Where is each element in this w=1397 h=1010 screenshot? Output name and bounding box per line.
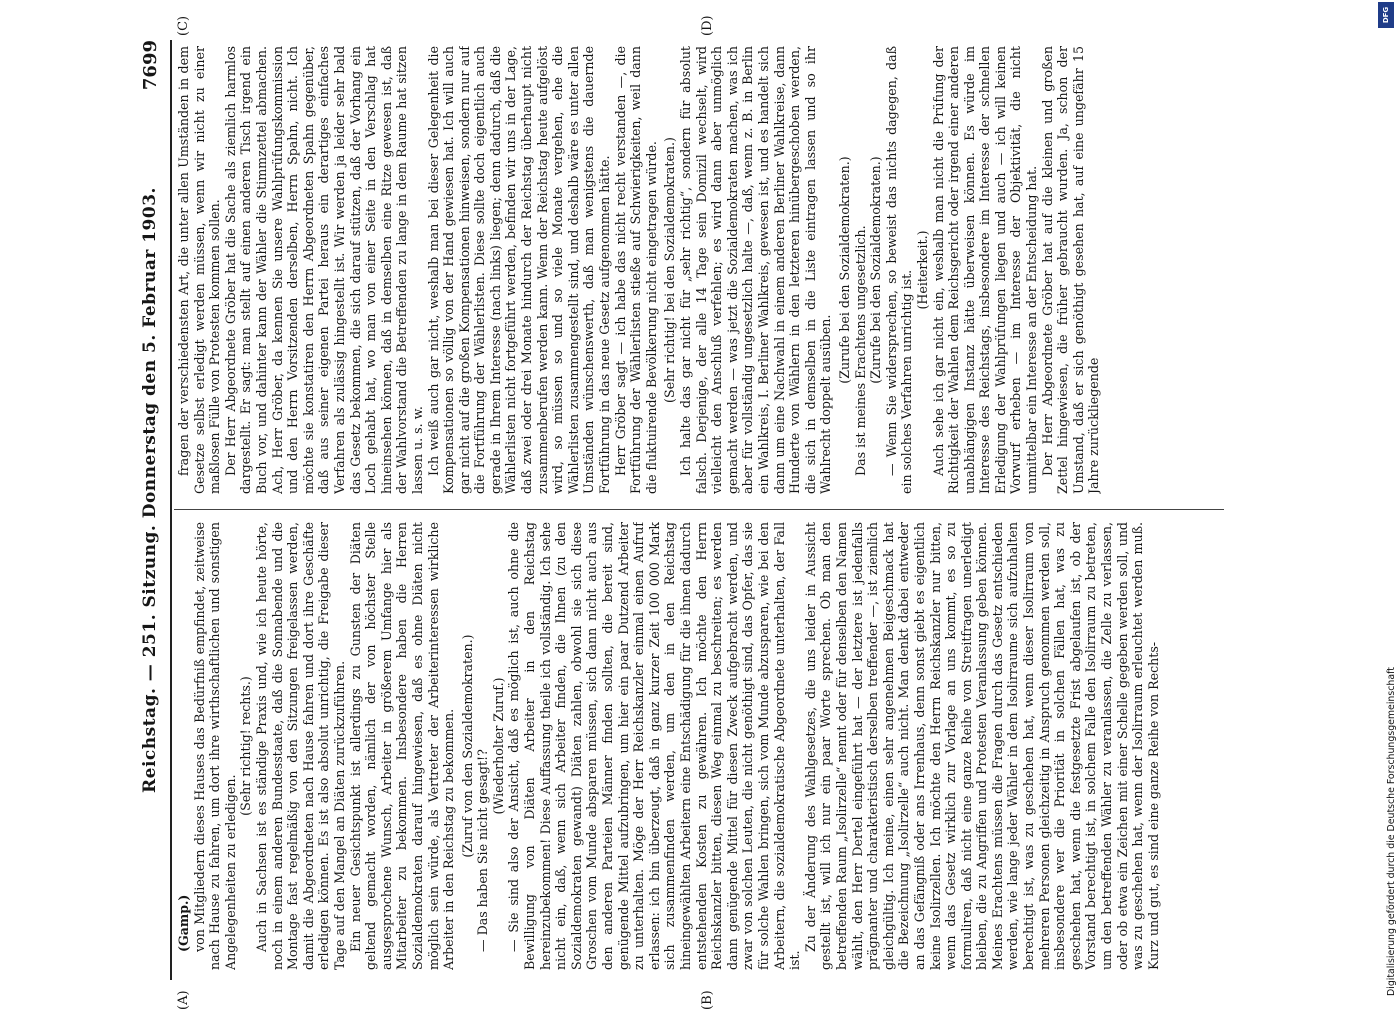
dfg-logo-icon: [1378, 2, 1394, 28]
dfg-logo-text: DFG: [1382, 6, 1390, 24]
paragraph: — Das haben Sie nicht gesagt!?: [475, 749, 491, 952]
paragraph: — Sie sind also der Ansicht, daß es möglich ist, auch ohne die Bewilligung von Diäten Arbeiter in den Reichstag hereinzubekommen! Diese Auffassung theile ich vollständig. Ich sehe nicht ein, daß, wenn sich Arbeiter finden, die Ihnen (zu den Sozialdemokraten gewandt) Diäten zahlen, obwohl sie sich diese Groschen vom Munde absparen müssen, sich dann nicht auch aus den anderen Parteien Männer finden sollten, die bereit sind, genügende Mittel aufzubringen, um hier ein paar Dutzend Arbeiter zu unterhalten. Möge der Herr Reichskanzler einmal einen Aufruf erlassen: ich bin überzeugt, daß in ganz kurzer Zeit 100 000 Mark sich zusammenfinden werden, um den in den Reichstag hineingewählten Arbeitern eine Entschädigung für die ihnen dadurch entstehenden Kosten zu gewähren. Ich möchte den Herrn Reichskanzler bitten, diesen Weg einmal zu beschreiten; es werden dann genügende Mittel für diesen Zweck aufgebracht werden, und zwar von solchen Leuten, die nicht genöthigt sind, das Opfer, das sie für solche Wahlen bringen, sich vom Munde abzusparen, wie bei den Arbeitern, die sozialdemokratische Abgeordnete unterhalten, der Fall ist.: [506, 522, 803, 970]
rotated-page: [140, 15, 1230, 1010]
margin-marker-a: (A): [176, 990, 191, 1010]
margin-marker-b: (B): [700, 990, 715, 1010]
paragraph: Zu der Änderung des Wahlgesetzes, die uns leider in Aussicht gestellt ist, will ich nur ein paar Worte sprechen. Ob man den betreffenden Raum „Isolirzelle“ nennt oder für denselben den Namen wählt, den Herr Dertel eingeführt hat — der letztere ist jedenfalls prägnanter und charakteristisch derselben treffender —, ist ziemlich gleichgültig. Ich meine, einen sehr angenehmen Beigeschmack hat die Bezeichnung „Isolirzelle“ auch nicht. Man denkt dabei entweder an das Gefängniß oder ans Irrenhaus, denn sonst giebt es eigentlich keine Isolirzellen. Ich möchte den Herrn Reichskanzler nur bitten, wenn das Gesetz wirklich zur Vorlage an uns kommt, es so zu formuliren, daß nicht eine ganze Reihe von Streitfragen unerledigt bleiben, die zu Angriffen und Protesten Veranlassung geben können. Meines Erachtens müssen die Fragen durch das Gesetz entschieden werden, wie lange jeder Wähler in dem Isolirraume sich aufzuhalten berechtigt ist, was zu geschehen hat, wenn dieser Isolirraum von mehreren Personen gleichzeitig in Anspruch genommen werden soll, insbesondere wer die Priorität in solchen Fällen hat, was zu geschehen hat, wenn die festgesetzte Frist abgelaufen ist, ob der Vorstand berechtigt ist, in solchem Falle den Isolirraum zu betreten, um den betreffenden Wähler zu veranlassen, die Zelle zu verlassen, oder ob etwa ein Zeichen mit einer Schelle gegeben werden soll, und was zu geschehen hat, wenn der Isolirraum erleuchtet werden muß. Kurz und gut, es sind eine ganze Reihe von Rechts-: [802, 522, 1161, 970]
interjection: (Wiederholter Zuruf.): [490, 677, 506, 815]
paragraph: Das ist meines Erachtens ungesetzlich.: [852, 225, 868, 476]
interjection: (Zurufe bei den Sozialdemokraten.): [868, 156, 884, 384]
digitization-credit: Digitalisierung gefördert durch die Deutsche Forschungsgemeinschaft: [1386, 667, 1397, 996]
paragraph: von Mitgliedern dieses Hauses das Bedürfniß empfindet, zeitweise nach Hause zu fahren, um dort ihre wirthschaftlichen und sonstigen Angelegenheiten zu erledigen.: [191, 522, 238, 970]
interjection: (Sehr richtig! bei den Sozialdemokraten.): [662, 137, 678, 403]
paragraph: Ich halte das gar nicht für „sehr richtig“, sondern für absolut falsch. Derjenige, der alle 14 Tage sein Domizil wechselt, wird vielleicht den Anschluß verfehlen; es wird dann aber unmöglich gemacht werden — was jetzt die Sozialdemokraten machen, was ich aber für vollständig ungesetzlich halte —, daß, wenn z. B. in Berlin ein Wahlkreis, I. Berliner Wahlkreis, gewesen ist, und es handelt sich dann um eine Nachwahl in einem anderen Berliner Wahlkreise, dann Hunderte von Wählern in den letzteren hinübergeschoben werden, die sich in demselben in die Liste eintragen lassen und so ihr Wahlrecht doppelt ausüben.: [678, 46, 834, 494]
interjection: (Heiterkeit.): [914, 230, 930, 310]
interjection: (Sehr richtig! rechts.): [238, 676, 254, 816]
page-number: 7699: [140, 40, 161, 91]
paragraph: — Wenn Sie widersprechen, so beweist das nichts dagegen, daß ein solches Verfahren unrichtig ist.: [883, 46, 915, 494]
paragraph: Ein neuer Gesichtspunkt ist allerdings zu Gunsten der Diäten geltend gemacht worden, nämlich der von höchster Stelle ausgesprochene Wunsch, Arbeiter in größerem Umfange hier als Mitarbeiter zu bekommen. Insbesondere haben die Herren Sozialdemokraten darauf hingewiesen, daß es ohne Diäten nicht möglich sein würde, als Vertreter der Arbeiterinteressen wirkliche Arbeiter in den Reichstag zu bekommen.: [347, 522, 457, 970]
paragraph: Der Herr Abgeordnete Gröber hat die Sache als ziemlich harmlos dargestellt. Er sagt: man stellt auf einen anderen Tisch irgend ein Buch vor, und dahinter kann der Wähler die Stimmzettel abmachen. Ach, Herr Gröber, da kennen Sie unsere Wahlprüfungskommission und den Herrn Vorsitzenden derselben, Herrn Spahn, nicht. Ich möchte sie konstatiren den Herrn Abgeordneten Spahn gegenüber, daß aus seiner eigenen Partei heraus ein derartiges einfaches Verfahren als zulässig hingestellt ist. Wir werden ja leider sehr bald das Gesetz bekommen, die sich darauf stützen, daß der Vorhang ein Loch gehabt hat, wo man von einer Seite in den Verschlag hat hineinsehen können, daß in demselben eine Ritze gewesen ist, daß der Wahlvorstand die Betreffenden zu lange in dem Raume hat sitzen lassen u. s. w.: [222, 46, 425, 494]
speaker-tag: (Gamp.): [176, 894, 191, 952]
left-column: [176, 522, 1222, 970]
interjection: (Zurufe bei den Sozialdemokraten.): [836, 156, 852, 384]
header-rule: [170, 40, 172, 980]
margin-marker-d: (D): [700, 15, 715, 36]
paragraph: Auch in Sachsen ist es ständige Praxis und, wie ich heute hörte, noch in einem anderen Bundesstaate, daß die Sonnabende und die Montage fast regelmäßig von den Sitzungen freigelassen werden, damit die Abgeordneten nach Hause fahren und dort ihre Geschäfte erledigen können. Es ist also absolut unrichtig, die Freigabe dieser Tage auf den Mangel an Diäten zurückzuführen.: [253, 522, 347, 970]
margin-marker-c: (C): [176, 15, 191, 36]
paragraph: fragen der verschiedensten Art, die unter allen Umständen in dem Gesetze selbst erledigt werden müssen, wenn wir nicht zu einer maßlosen Fülle von Protesten kommen sollen.: [176, 46, 223, 494]
paragraph: Der Herr Abgeordnete Gröber hat auf die kleinen und großen Zettel hingewiesen, die früher gebraucht wurden. Ja, schon der Umstand, daß er sich genöthigt gesehen hat, auf eine ungefähr 15 Jahre zurückliegende: [1039, 46, 1102, 494]
paragraph: Herr Gröber sagt — ich habe das nicht recht verstanden —, die Fortführung der Wählerlisten stieße auf Schwierigkeiten, weil dann die fluktuirende Bevölkerung nicht eingetragen würde.: [612, 46, 659, 494]
column-divider: [174, 509, 1224, 510]
right-column: [176, 46, 1222, 494]
paragraph: Ich weiß auch gar nicht, weshalb man bei dieser Gelegenheit die Kompensationen so völlig von der Hand gewiesen hat. Ich will auch gar nicht auf die großen Kompensationen hinweisen, sondern nur auf die Fortführung der Wählerlisten. Diese sollte doch eigentlich auch gerade in Ihrem Interesse (nach links) liegen; denn dadurch, daß die Wählerlisten nicht fortgeführt werden, befinden wir uns in der Lage, daß zwei oder drei Monate hindurch der Reichstag überhaupt nicht zusammenberufen werden kann. Wenn der Reichstag heute aufgelöst wird, so müssen so und so viele Monate vergehen, ehe die Wählerlisten zusammengestellt sind, und deshalb wäre es unter allen Umständen wünschenswerth, daß man wenigstens die dauernde Fortführung in das neue Gesetz aufgenommen hätte.: [425, 46, 613, 494]
page-title: Reichstag. — 251. Sitzung. Donnerstag den 5. Februar 1903.: [140, 187, 160, 793]
paragraph: Auch sehe ich gar nicht ein, weshalb man nicht die Prüfung der Richtigkeit der Wahlen dem Reichsgericht oder irgend einer anderen unabhängigen Instanz hätte überweisen können. Es würde im Interesse des Reichstags, insbesondere im Interesse der schnellen Erledigung der Wahlprüfungen liegen und auch — ich will keinen Vorwurf erheben — im Interesse der Objektivität, die nicht unmittelbar ein Interesse an der Entscheidung hat.: [930, 46, 1040, 494]
page-header: [140, 40, 170, 970]
interjection: (Zuruf von den Sozialdemokraten.): [459, 634, 475, 858]
